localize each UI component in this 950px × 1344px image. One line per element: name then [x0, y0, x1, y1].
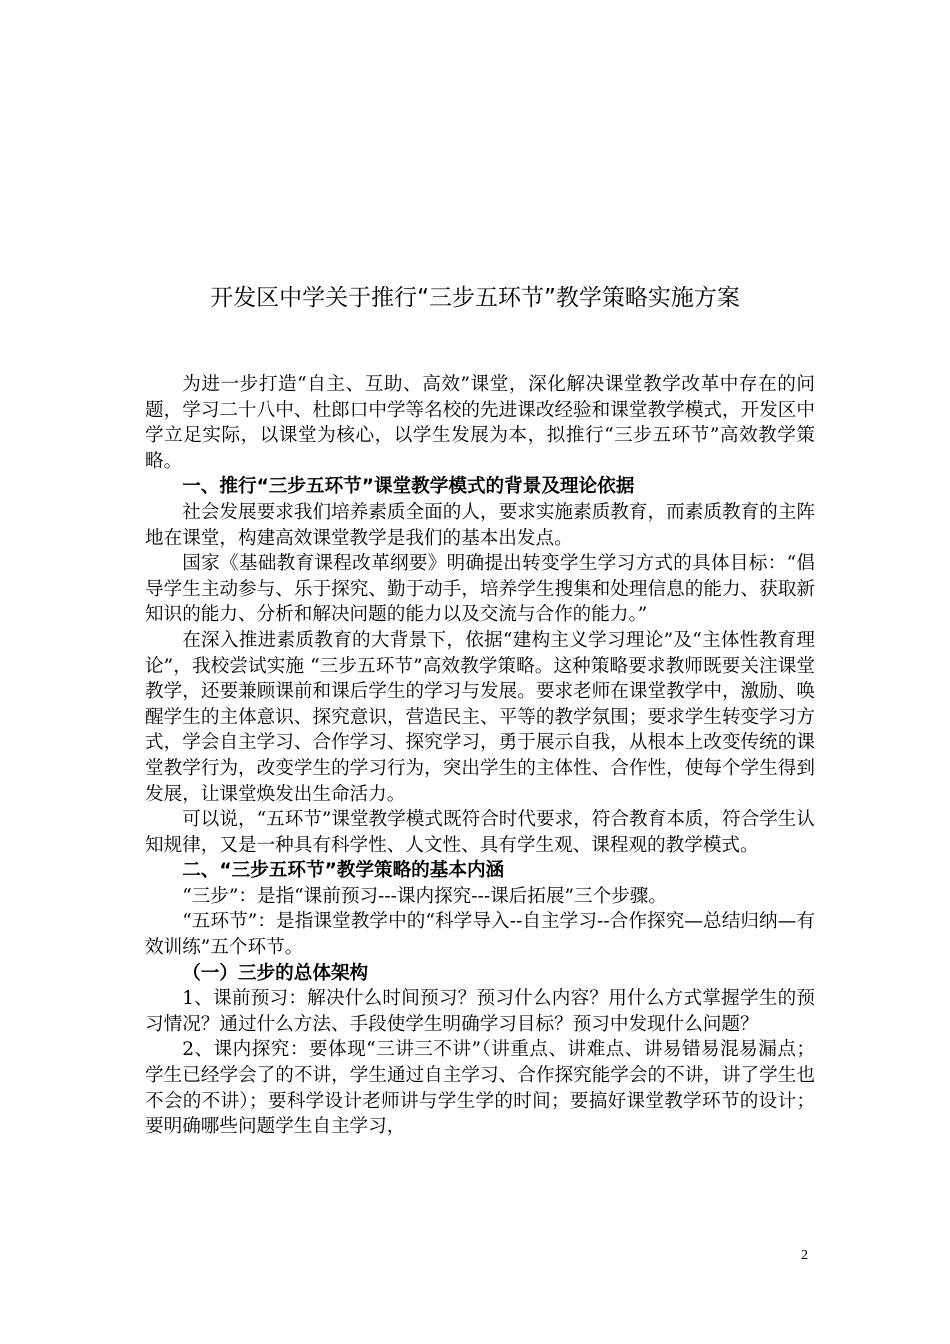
paragraph-intro: 为进一步打造“自主、互助、高效”课堂，深化解决课堂教学改革中存在的问题，学习二十八中、杜郎口中学等名校的先进课改经验和课堂教学模式，开发区中学立足实际，以课堂为核心，以学生发展为本，拟推行“三步五环节”高效教学策略。	[145, 374, 815, 472]
document-body	[145, 372, 815, 1140]
paragraph: 1、课前预习：解决什么时间预习？预习什么内容？用什么方式掌握学生的预习情况？通过什么方法、手段使学生明确学习目标？预习中发现什么问题？	[145, 988, 815, 1035]
section-heading-2: 二、“三步五环节”教学策略的基本内涵	[182, 860, 505, 882]
subsection-heading: （一）三步的总体架构	[182, 962, 369, 984]
paragraph: 在深入推进素质教育的大背景下，依据“建构主义学习理论”及“主体性教育理论”，我校尝试实施 “三步五环节”高效教学策略。这种策略要求教师既要关注课堂教学，还要兼顾课前和课后学生的学习与发展。要求老师在课堂教学中，激励、唤醒学生的主体意识、探究意识，营造民主、平等的教学氛围；要求学生转变学习方式，学会自主学习、合作学习、探究学习，勇于展示自我，从根本上改变传统的课堂教学行为，改变学生的学习行为，突出学生的主体性、合作性，使每个学生得到发展，让课堂焕发出生命活力。	[145, 629, 815, 805]
paragraph: 国家《基础教育课程改革纲要》明确提出转变学生学习方式的具体目标：“倡导学生主动参与、乐于探究、勤于动手，培养学生搜集和处理信息的能力、获取新知识的能力、分析和解决问题的能力以及交流与合作的能力。”	[145, 553, 815, 626]
paragraph: 2、课内探究：要体现“三讲三不讲”（讲重点、讲难点、讲易错易混易漏点；学生已经学会了的不讲，学生通过自主学习、合作探究能学会的不讲，讲了学生也不会的不讲）；要科学设计老师讲与学生学的时间；要搞好课堂教学环节的设计；要明确哪些问题学生自主学习，	[145, 1039, 815, 1138]
page-number: 2	[801, 1248, 808, 1263]
document-title: 开发区中学关于推行“三步五环节”教学策略实施方案	[210, 285, 740, 311]
paragraph: 可以说，“五环节”课堂教学模式既符合时代要求，符合教育本质，符合学生认知规律，又是一种具有科学性、人文性、具有学生观、课程观的教学模式。	[145, 809, 815, 856]
paragraph: 社会发展要求我们培养素质全面的人，要求实施素质教育，而素质教育的主阵地在课堂，构建高效课堂教学是我们的基本出发点。	[145, 501, 815, 549]
paragraph: “五环节”：是指课堂教学中的“科学导入--自主学习--合作探究—总结归纳—有效训练”五个环节。	[145, 911, 815, 959]
section-heading-1: 一、推行“三步五环节”课堂教学模式的背景及理论依据	[182, 476, 635, 498]
paragraph: “三步”：是指“课前预习---课内探究---课后拓展”三个步骤。	[182, 885, 667, 907]
